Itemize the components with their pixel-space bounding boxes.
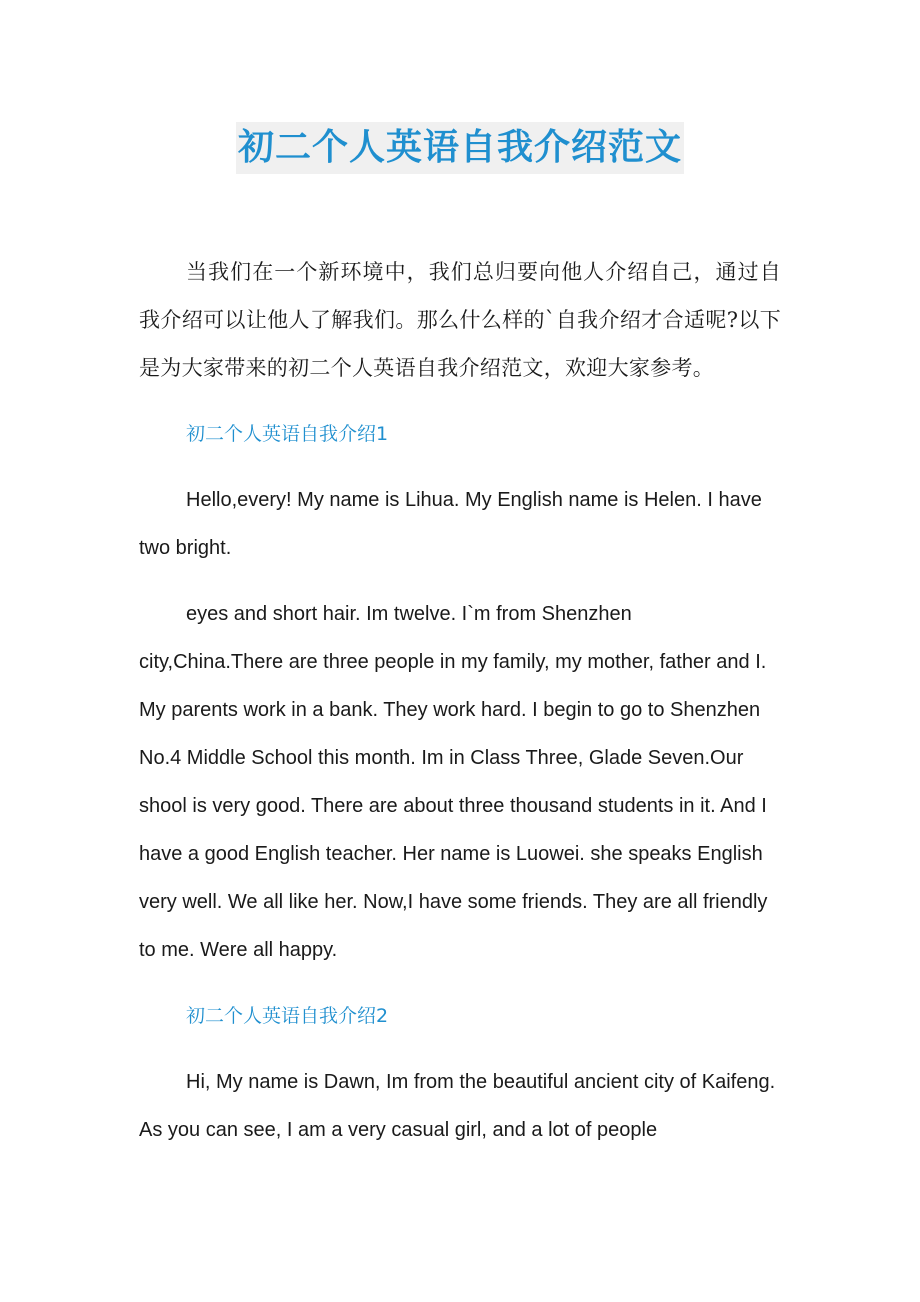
- section-heading-2: 初二个人英语自我介绍2: [186, 1005, 389, 1027]
- document-title: 初二个人英语自我介绍范文: [236, 122, 684, 174]
- intro-paragraph: 当我们在一个新环境中，我们总归要向他人介绍自己，通过自我介绍可以让他人了解我们。那么什么样的`自我介绍才合适呢?以下是为大家带来的初二个人英语自我介绍范文，欢迎大家参考。: [139, 260, 781, 380]
- title-container: [0, 122, 920, 174]
- section-heading-1: 初二个人英语自我介绍1: [186, 423, 389, 445]
- section-2-paragraph-1: Hi, My name is Dawn, Im from the beautiful ancient city of Kaifeng. As you can see, I am a very casual girl, and a lot of people: [139, 1071, 776, 1141]
- section-1-paragraph-1: Hello,every! My name is Lihua. My English name is Helen. I have two bright.: [139, 489, 762, 559]
- document-body: [139, 248, 781, 1172]
- section-1-paragraph-2: eyes and short hair. Im twelve. I`m from Shenzhen city,China.There are three people in my family, my mother, father and I. My parents work in a bank. They work hard. I begin to go to Shenzhen No.4 Middle School this month. Im in Class Three, Glade Seven.Our shool is very good. There are about three thousand students in it. And I have a good English teacher. Her name is Luowei. she speaks English very well. We all like her. Now,I have some friends. They are all friendly to me. Were all happy.: [139, 603, 768, 961]
